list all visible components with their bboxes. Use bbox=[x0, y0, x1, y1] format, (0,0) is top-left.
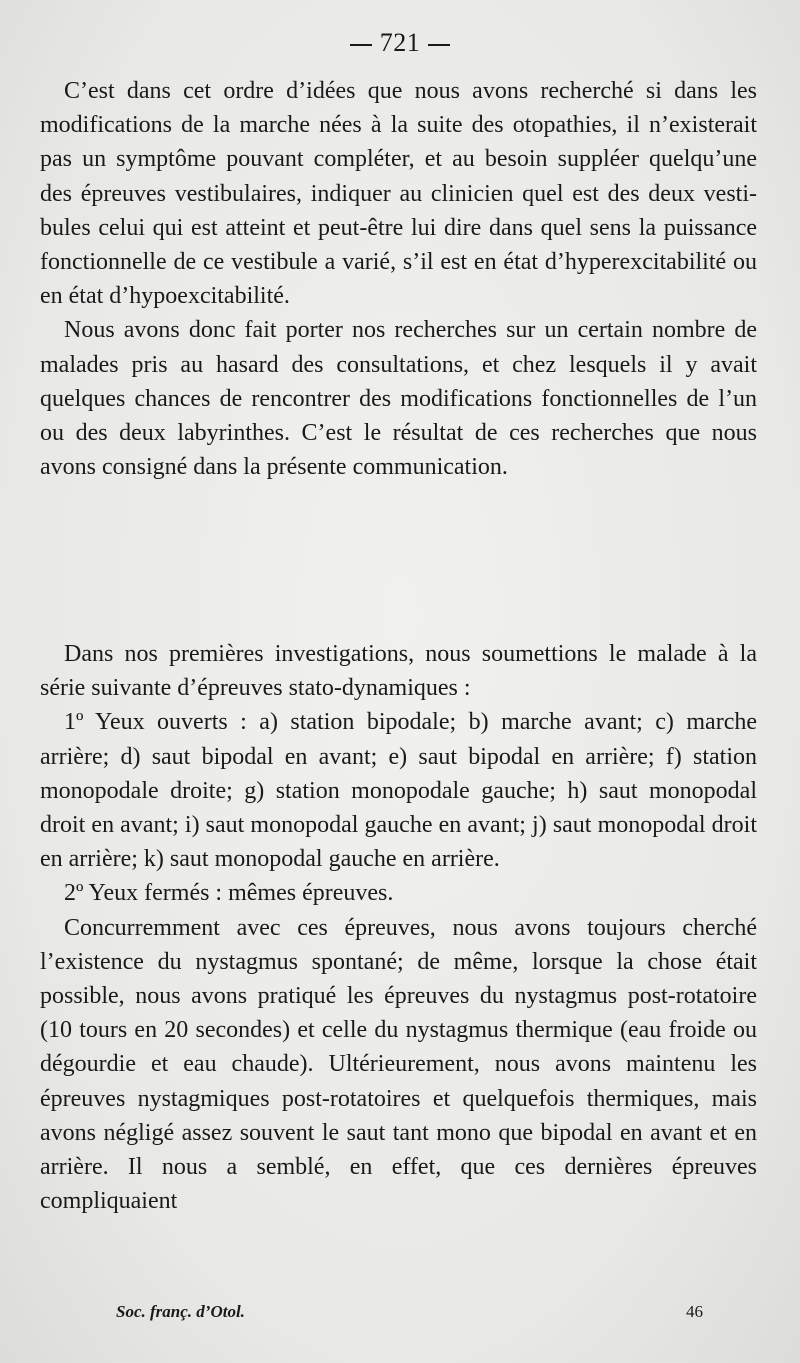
paragraph: Nous avons donc fait porter nos recherches sur un certain nombre de malades pris au hasard des consultations, et chez lesquels il y avait quelques chances de rencontrer des modifications fonctionnelles de l’un ou des deux labyrinthes. C’est le résultat de ces recherches que nous avons consigné dans la présente communication. bbox=[40, 317, 757, 481]
footer-sheet-number: 46 bbox=[686, 1302, 703, 1321]
text-block-bottom bbox=[40, 637, 757, 1218]
paragraph: 1º Yeux ouverts : a) station bipodale; b) marche avant; c) marche arrière; d) saut bipodal en avant; e) saut bipodal en arrière; f) station monopodale droite; g) station monopodale gauche; h) saut monopodal droit en avant; i) saut monopodal gauche en avant; j) saut monopodal droit en arrière; k) saut monopodal gauche en arrière. bbox=[40, 709, 757, 873]
paragraph: 2º Yeux fermés : mêmes épreuves. bbox=[64, 880, 394, 907]
paragraph: C’est dans cet ordre d’idées que nous avons recherché si dans les modifications de la marche nées à la suite des otopathies, il n’existerait pas un symptôme pouvant compléter, et au besoin suppléer quelqu’une des épreuves vestibulaires, indiquer au clinicien quel est des deux vestibules celui qui est atteint et peut-être lui dire dans quel sens la puissance fonctionnelle de ce vestibule a varié, s’il est en état d’hyperexcitabilité ou en état d’hypoexcitabilité. bbox=[40, 78, 757, 310]
footer-journal: Soc. franç. d’Otol. bbox=[116, 1302, 245, 1321]
paragraph: Dans nos premières investigations, nous soumettions le malade à la série suivante d’épreuves stato-dynamiques : bbox=[40, 641, 757, 702]
page-number-dash-left bbox=[350, 44, 372, 46]
page-number-text: 721 bbox=[379, 28, 421, 57]
page-number bbox=[0, 28, 800, 58]
paragraph: Concurremment avec ces épreuves, nous avons toujours cherché l’existence du nystagmus spontané; de même, lorsque la chose était possible, nous avons pratiqué les épreuves du nystagmus post-rotatoire (10 tours en 20 secondes) et celle du nystagmus thermique (eau froide ou dégourdie et eau chaude). Ultérieurement, nous avons maintenu les épreuves nystagmiques post-rotatoires et quelquefois thermiques, mais avons négligé assez souvent le saut tant mono que bipodal en avant et en arrière. Il nous a semblé, en effet, que ces dernières épreuves compliquaient bbox=[40, 914, 757, 1215]
text-block-top bbox=[40, 74, 757, 484]
page-number-dash-right bbox=[428, 44, 450, 46]
